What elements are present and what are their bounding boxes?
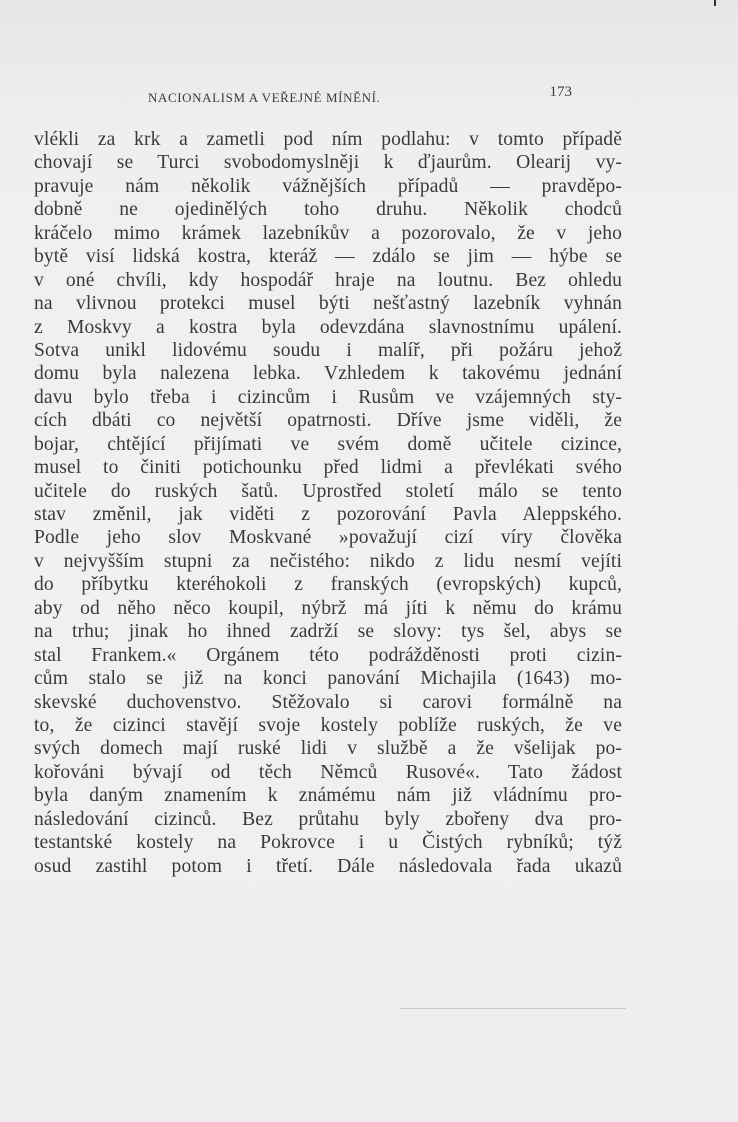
text-line: cům stalo se již na konci panování Michajila (1643) mo- <box>34 668 622 690</box>
text-line: z Moskvy a kostra byla odevzdána slavnostnímu upálení. <box>34 316 622 338</box>
text-line: v nejvyšším stupni za nečistého: nikdo z lidu nesmí vejíti <box>34 550 622 572</box>
text-line: svých domech mají ruské lidi v službě a že všelijak po- <box>34 738 622 760</box>
running-title: NACIONALISM A VEŘEJNÉ MÍNĚNÍ. <box>148 90 381 105</box>
scan-mark <box>714 0 716 6</box>
text-line: vlékli za krk a zametli pod ním podlahu: v tomto případě <box>34 129 622 150</box>
paper-fold-line <box>400 1008 626 1009</box>
text-line: aby od něho něco koupil, nýbrž má jíti k němu do krámu <box>34 597 622 619</box>
text-line: davu bylo třeba i cizincům i Rusům ve vzájemných sty- <box>34 386 622 408</box>
text-line: skevské duchovenstvo. Stěžovalo si carovi formálně na <box>34 691 622 713</box>
running-head <box>148 84 572 110</box>
text-line: Podle jeho slov Moskvané »považují cizí víry člověka <box>34 527 622 549</box>
text-line: bojar, chtějící přijímati ve svém domě učitele cizince, <box>34 433 622 455</box>
text-line: na vlivnou protekci musel býti nešťastný lazebník vyhnán <box>34 293 622 315</box>
text-line: do příbytku kteréhokoli z franských (evropských) kupců, <box>34 574 622 596</box>
text-line: Sotva unikl lidovému soudu i malíř, při požáru jehož <box>34 339 622 361</box>
text-line: kořováni bývají od těch Němců Rusové«. Tato žádost <box>34 761 622 783</box>
text-line: musel to činiti potichounku před lidmi a převlékati svého <box>34 457 622 479</box>
text-line: bytě visí lidská kostra, kteráž — zdálo se jim — hýbe se <box>34 246 622 268</box>
text-line: stav změnil, jak viděti z pozorování Pavla Aleppského. <box>34 504 622 525</box>
text-line: testantské kostely na Pokrovce i u Čistých rybníků; týž <box>34 832 622 854</box>
text-line: pravuje nám několik vážnějších případů — pravděpo- <box>34 175 622 197</box>
text-line: dobně ne ojedinělých toho druhu. Několik chodců <box>34 199 622 221</box>
text-line: cích dbáti co největší opatrnosti. Dříve jsme viděli, že <box>34 410 622 432</box>
text-line: následování cizinců. Bez průtahu byly zbořeny dva pro- <box>34 808 622 830</box>
text-line: domu byla nalezena lebka. Vzhledem k takovému jednání <box>34 363 622 385</box>
body-text <box>34 128 622 878</box>
text-line: stal Frankem.« Orgánem této podrážděnosti proti cizin- <box>34 644 622 666</box>
text-line: v oné chvíli, kdy hospodář hraje na loutnu. Bez ohledu <box>34 269 622 291</box>
text-line: osud zastihl potom i třetí. Dále následovala řada ukazů <box>34 855 622 877</box>
text-line: učitele do ruských šatů. Uprostřed století málo se tento <box>34 480 622 502</box>
page-number: 173 <box>549 84 572 100</box>
text-line: na trhu; jinak ho ihned zadrží se slovy: tys šel, abys se <box>34 621 622 643</box>
text-line: byla daným znamením k známému nám již vládnímu pro- <box>34 785 622 807</box>
text-line: chovají se Turci svobodomyslněji k ďjaurům. Olearij vy- <box>34 152 622 174</box>
text-line: kráčelo mimo krámek lazebníkův a pozorovalo, že v jeho <box>34 222 622 244</box>
text-line: to, že cizinci stavějí svoje kostely poblíže ruských, že ve <box>34 714 622 736</box>
